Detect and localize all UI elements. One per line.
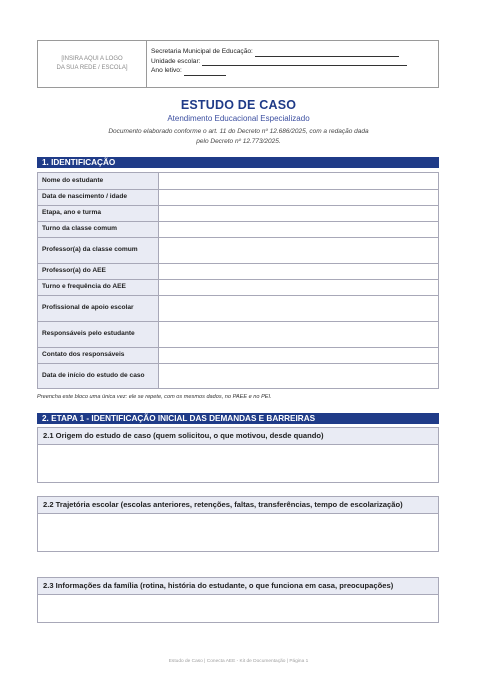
secretaria-line <box>151 47 438 57</box>
section-1-note: Preencha este bloco uma única vez: ele se repete, com os mesmos dados, no PAEE e no PEI. <box>37 394 272 400</box>
school-info <box>147 41 438 87</box>
table-row <box>38 264 439 280</box>
row-label: Responsáveis pelo estudante <box>38 322 159 348</box>
logo-placeholder-line2: DA SUA REDE / ESCOLA] <box>56 65 128 71</box>
row-label: Data de início do estudo de caso <box>38 364 159 389</box>
row-label: Nome do estudante <box>38 173 159 190</box>
section-2-header: 2. ETAPA 1 - IDENTIFICAÇÃO INICIAL DAS DEMANDAS E BARREIRAS <box>37 413 439 424</box>
row-value-field[interactable] <box>159 264 439 280</box>
table-row <box>38 322 439 348</box>
question-label: 2.3 Informações da família (rotina, história do estudante, o que funciona em casa, preocupações) <box>38 578 438 595</box>
unidade-label: Unidade escolar: <box>151 57 201 65</box>
row-value-field[interactable] <box>159 322 439 348</box>
row-label: Turno e frequência do AEE <box>38 280 159 296</box>
table-row <box>38 238 439 264</box>
row-label: Etapa, ano e turma <box>38 206 159 222</box>
logo-placeholder-line1: [INSIRA AQUI A LOGO <box>61 56 123 62</box>
question-2-3 <box>37 577 439 623</box>
row-value-field[interactable] <box>159 190 439 206</box>
section-1-header: 1. IDENTIFICAÇÃO <box>37 157 439 168</box>
table-row <box>38 206 439 222</box>
row-value-field[interactable] <box>159 296 439 322</box>
table-row <box>38 348 439 364</box>
logo-placeholder <box>38 41 147 87</box>
table-row <box>38 364 439 389</box>
table-row <box>38 280 439 296</box>
decree-note-line2: pelo Decreto nº 12.773/2025. <box>196 138 281 145</box>
question-label: 2.2 Trajetória escolar (escolas anteriores, retenções, faltas, transferências, tempo de escolarização) <box>38 497 438 514</box>
ano-label: Ano letivo: <box>151 67 182 75</box>
question-label: 2.1 Origem do estudo de caso (quem solicitou, o que motivou, desde quando) <box>38 428 438 445</box>
table-row <box>38 173 439 190</box>
ano-line <box>151 66 438 76</box>
ano-field[interactable] <box>184 69 226 76</box>
row-label: Data de nascimento / idade <box>38 190 159 206</box>
secretaria-field[interactable] <box>255 50 399 57</box>
secretaria-label: Secretaria Municipal de Educação: <box>151 48 253 55</box>
row-label: Profissional de apoio escolar <box>38 296 159 322</box>
row-label: Professor(a) do AEE <box>38 264 159 280</box>
decree-note-line1: Documento elaborado conforme o art. 11 do Decreto nº 12.686/2025, com a redação dada <box>108 128 369 135</box>
page-title: ESTUDO DE CASO <box>180 98 297 112</box>
row-label: Contato dos responsáveis <box>38 348 159 364</box>
row-value-field[interactable] <box>159 222 439 238</box>
row-value-field[interactable] <box>159 364 439 389</box>
page-subtitle: Atendimento Educacional Especializado <box>167 114 310 123</box>
unidade-field[interactable] <box>202 59 407 66</box>
row-value-field[interactable] <box>159 280 439 296</box>
decree-note <box>60 127 417 147</box>
answer-field[interactable] <box>38 595 438 622</box>
row-label: Turno da classe comum <box>38 222 159 238</box>
identification-table <box>37 172 439 389</box>
row-value-field[interactable] <box>159 238 439 264</box>
answer-field[interactable] <box>38 514 438 551</box>
table-row <box>38 296 439 322</box>
question-2-2 <box>37 496 439 552</box>
row-value-field[interactable] <box>159 206 439 222</box>
row-value-field[interactable] <box>159 348 439 364</box>
page-footer: Estudo de Caso | Conecta AEE - Kit de Documentação | Página 1 <box>168 659 309 664</box>
table-row <box>38 222 439 238</box>
unidade-line <box>151 57 438 67</box>
question-2-1 <box>37 427 439 483</box>
row-value-field[interactable] <box>159 173 439 190</box>
row-label: Professor(a) da classe comum <box>38 238 159 264</box>
table-row <box>38 190 439 206</box>
header-box <box>37 40 439 88</box>
answer-field[interactable] <box>38 445 438 482</box>
